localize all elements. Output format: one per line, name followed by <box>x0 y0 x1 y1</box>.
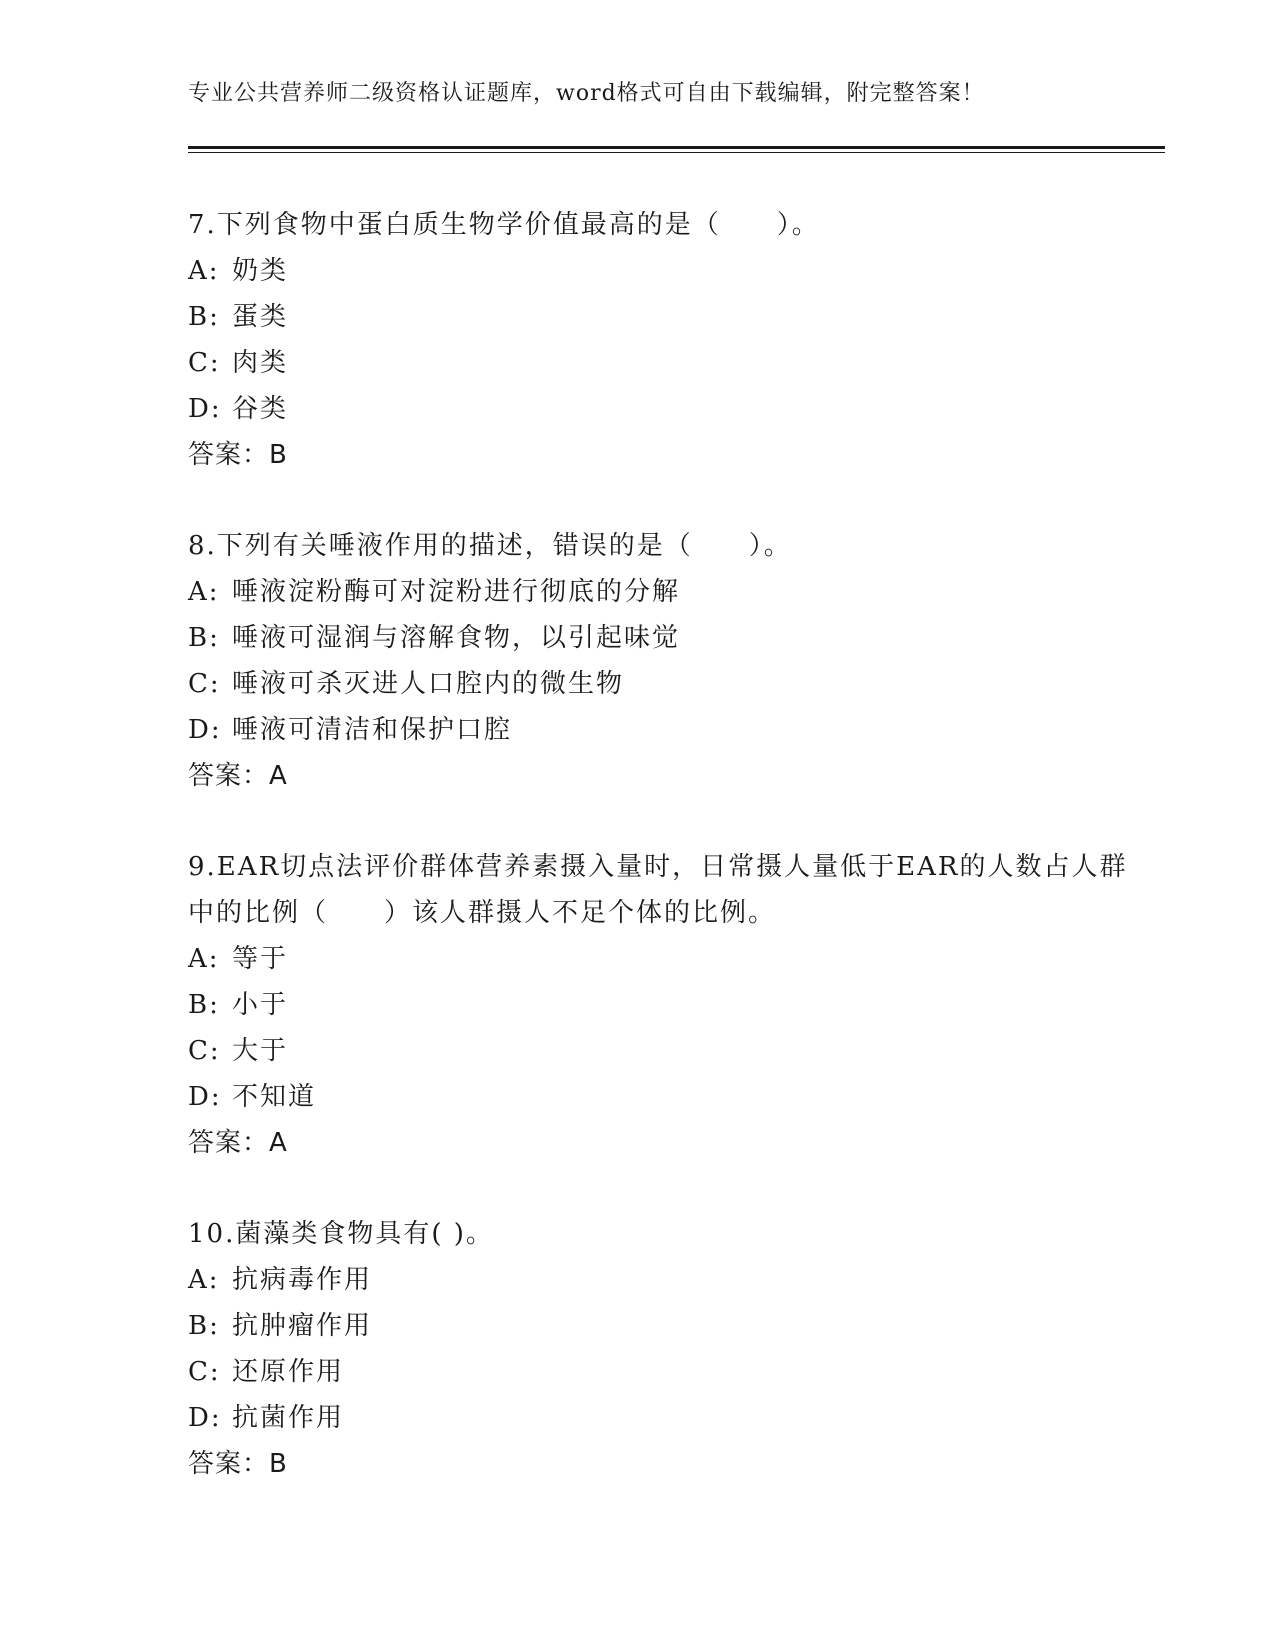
question-item <box>188 844 1148 1166</box>
question-item <box>188 523 1148 799</box>
option-letter: C: <box>188 1036 221 1066</box>
answer-line: 答案：B <box>188 1449 288 1479</box>
option-a <box>188 569 1148 615</box>
option-letter: B: <box>188 990 220 1020</box>
question-stem: 10.菌藻类食物具有( )。 <box>188 1219 494 1249</box>
option-letter: D: <box>188 394 222 424</box>
option-letter: C: <box>188 669 221 699</box>
option-text: 肉类 <box>232 348 289 378</box>
option-letter: A: <box>188 577 220 607</box>
option-text: 唾液淀粉酶可对淀粉进行彻底的分解 <box>232 577 681 607</box>
option-text: 抗菌作用 <box>232 1403 345 1433</box>
option-letter: D: <box>188 715 222 745</box>
option-text: 大于 <box>232 1036 289 1066</box>
answer-line: 答案：A <box>188 761 288 791</box>
question-stem: 9.EAR切点法评价群体营养素摄入量时，日常摄人量低于EAR的人数占人群中的比例（ ）该人群摄人不足个体的比例。 <box>188 852 1128 928</box>
option-text: 还原作用 <box>232 1357 345 1387</box>
option-b <box>188 1303 1148 1349</box>
option-letter: A: <box>188 256 220 286</box>
option-letter: A: <box>188 1265 220 1295</box>
option-letter: C: <box>188 348 221 378</box>
option-d <box>188 1395 1148 1441</box>
option-c <box>188 340 1148 386</box>
option-text: 不知道 <box>232 1082 317 1112</box>
option-b <box>188 982 1148 1028</box>
option-text: 奶类 <box>232 256 289 286</box>
option-letter: A: <box>188 944 220 974</box>
option-c <box>188 661 1148 707</box>
option-c <box>188 1028 1148 1074</box>
question-stem: 7.下列食物中蛋白质生物学价值最高的是（ ）。 <box>188 210 820 240</box>
option-a <box>188 1257 1148 1303</box>
answer-line: 答案：B <box>188 440 288 470</box>
option-text: 唾液可清洁和保护口腔 <box>232 715 513 745</box>
option-d <box>188 707 1148 753</box>
option-letter: C: <box>188 1357 221 1387</box>
page-header: 专业公共营养师二级资格认证题库，word格式可自由下载编辑，附完整答案！ <box>188 81 985 106</box>
option-text: 小于 <box>232 990 289 1020</box>
option-text: 抗肿瘤作用 <box>232 1311 373 1341</box>
option-letter: B: <box>188 302 220 332</box>
option-text: 等于 <box>232 944 289 974</box>
question-list <box>188 202 1148 1532</box>
option-a <box>188 936 1148 982</box>
option-c <box>188 1349 1148 1395</box>
question-item <box>188 1211 1148 1487</box>
option-text: 谷类 <box>232 394 289 424</box>
option-d <box>188 386 1148 432</box>
option-letter: B: <box>188 1311 220 1341</box>
answer-line: 答案：A <box>188 1128 288 1158</box>
option-a <box>188 248 1148 294</box>
header-divider <box>188 146 1165 153</box>
question-item <box>188 202 1148 478</box>
option-letter: B: <box>188 623 220 653</box>
option-b <box>188 615 1148 661</box>
option-text: 抗病毒作用 <box>232 1265 373 1295</box>
option-text: 唾液可湿润与溶解食物，以引起味觉 <box>232 623 681 653</box>
option-letter: D: <box>188 1082 222 1112</box>
option-letter: D: <box>188 1403 222 1433</box>
option-text: 蛋类 <box>232 302 289 332</box>
option-b <box>188 294 1148 340</box>
option-text: 唾液可杀灭进人口腔内的微生物 <box>232 669 625 699</box>
question-stem: 8.下列有关唾液作用的描述，错误的是（ ）。 <box>188 531 792 561</box>
option-d <box>188 1074 1148 1120</box>
